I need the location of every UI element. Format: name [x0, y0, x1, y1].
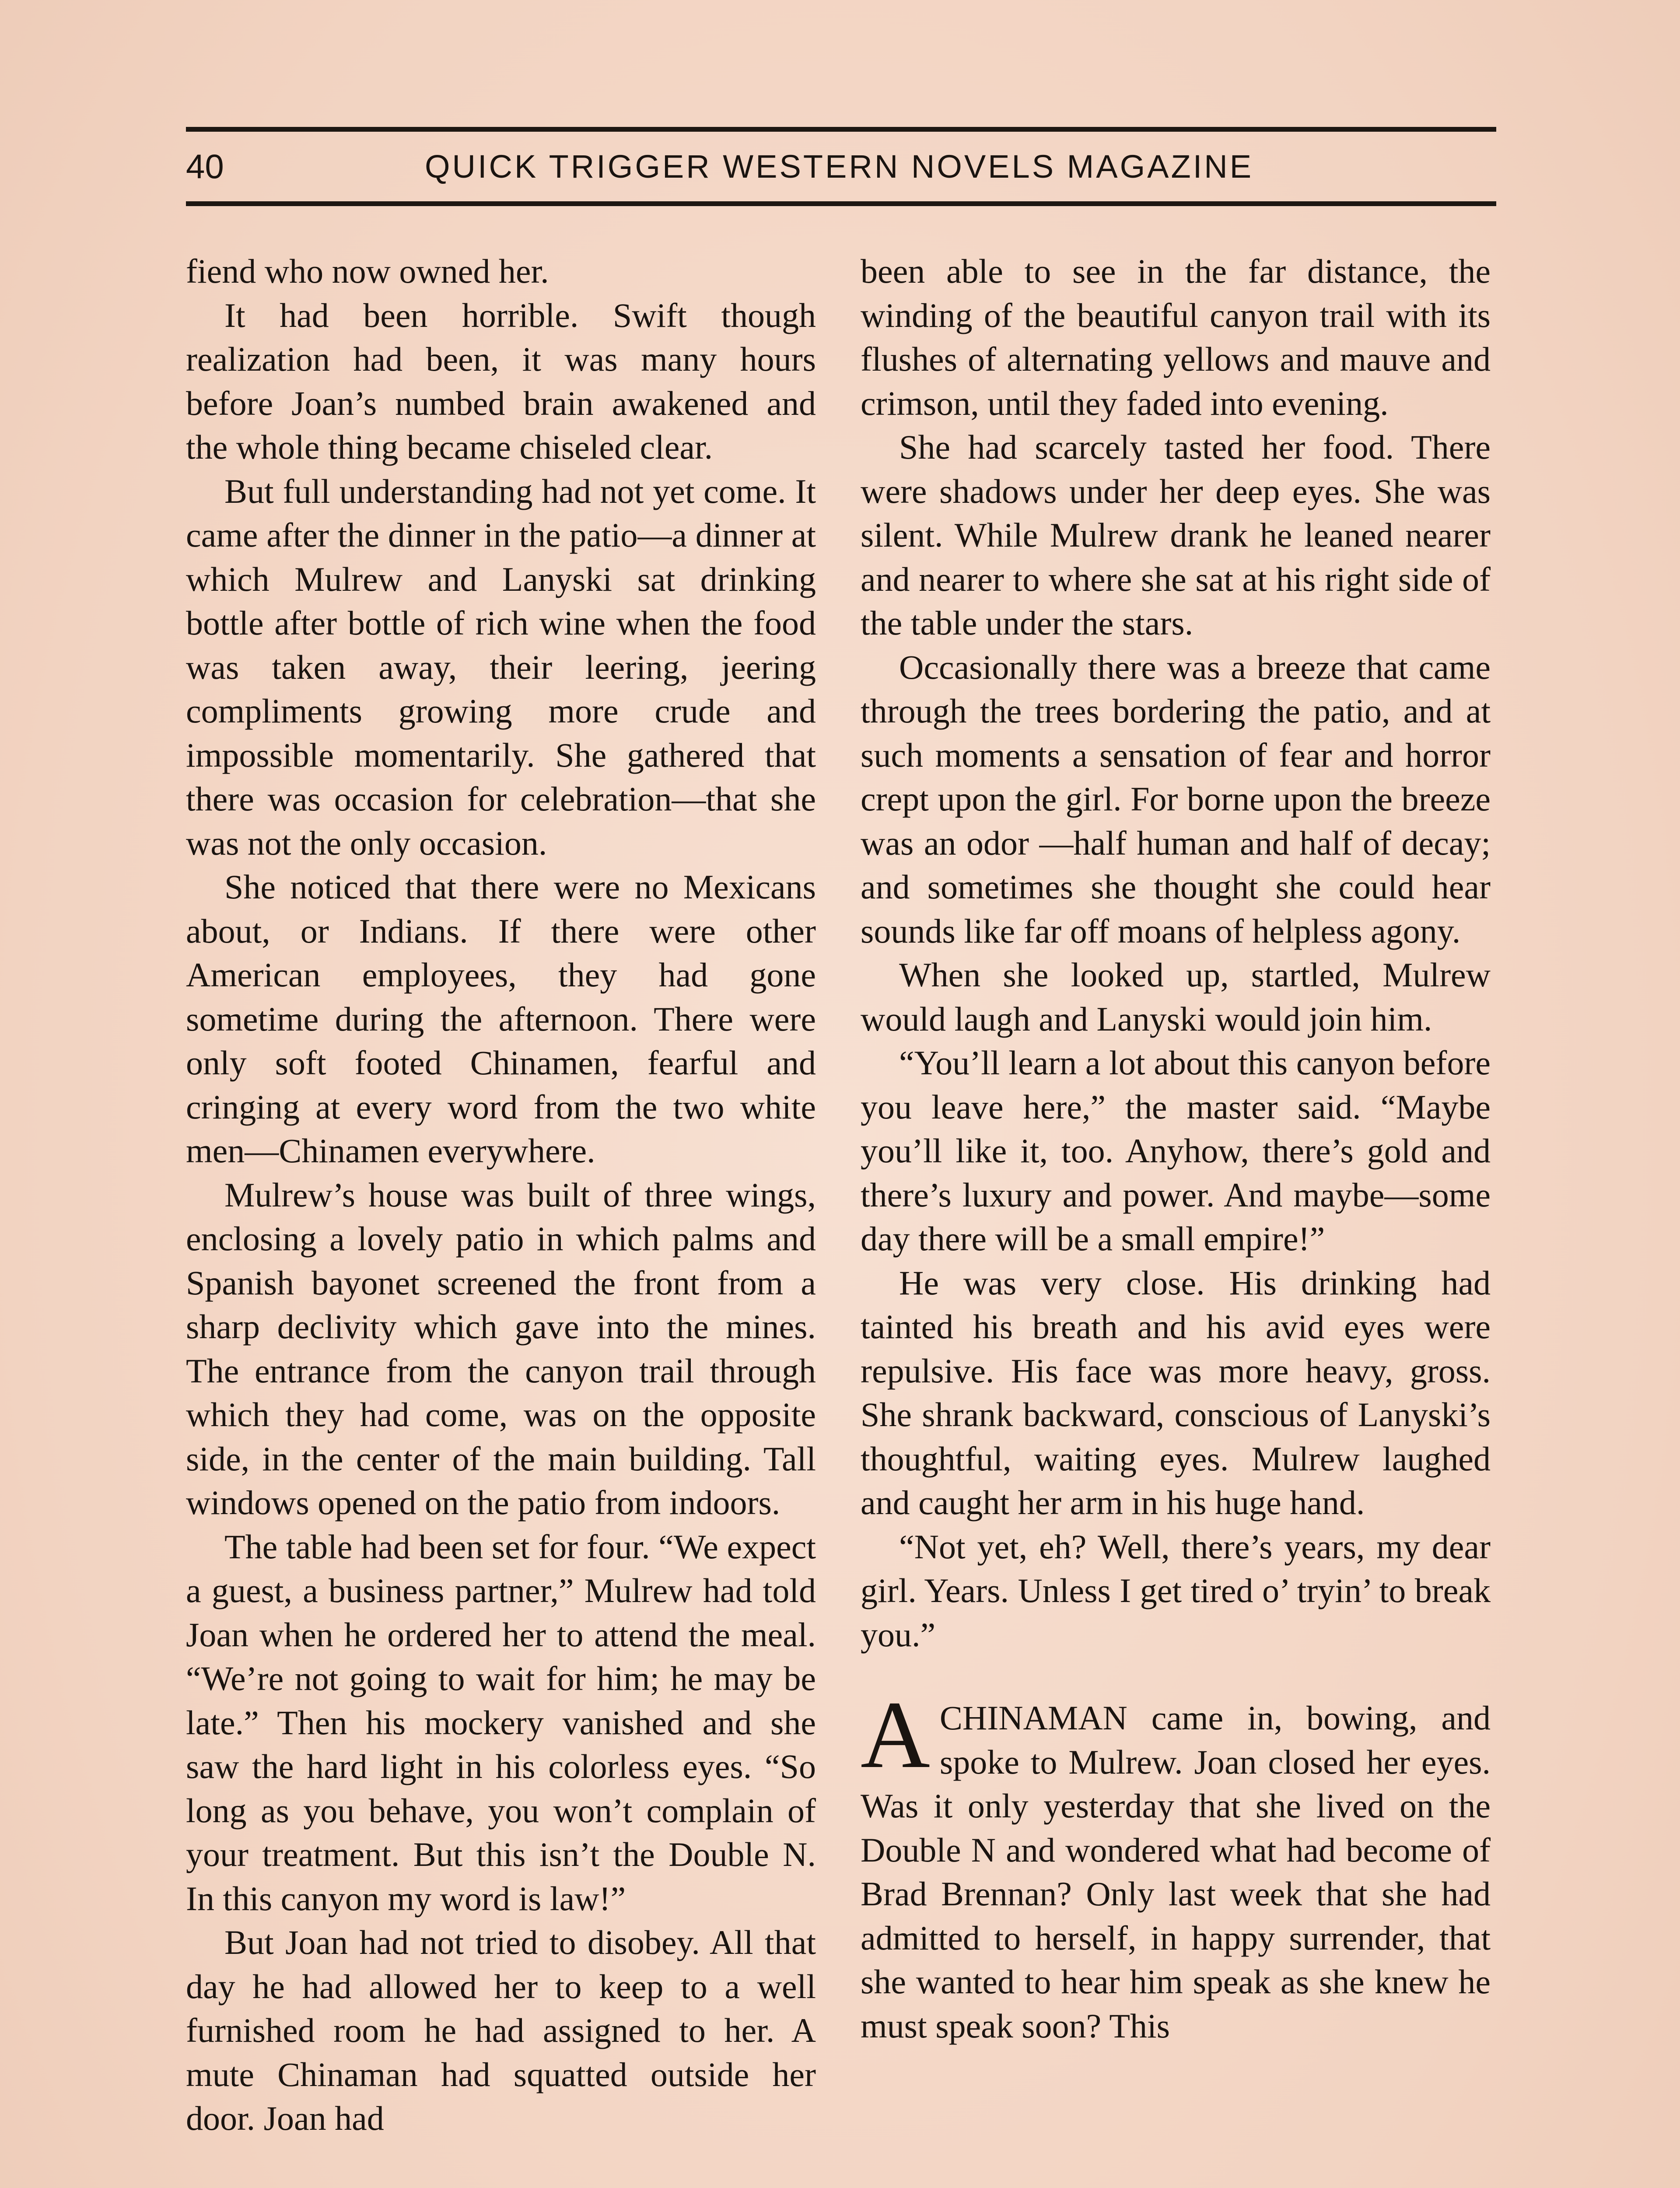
paragraph: But Joan had not tried to disobey. All that day he had allowed her to keep to a well furnished room he had assigned to her. A mute Chinaman had squatted outside her door. Joan had [186, 1923, 816, 2137]
magazine-title: QUICK TRIGGER WESTERN NOVELS MAGAZINE [425, 148, 1254, 185]
drop-cap: A [861, 1681, 930, 1788]
header-bottom-rule [186, 201, 1496, 206]
section-start-text: CHINAMAN came in, bowing, and spoke to Mulrew. Joan closed her eyes. Was it only yesterday that she lived on the Double N and wondered what had become of Brad Brennan? Only last week that she had admitted to herself, in happy surrender, that she wanted to hear him speak as she knew he must speak soon? This [861, 1699, 1491, 2045]
left-text-column [186, 249, 816, 2188]
paragraph: He was very close. His drinking had tainted his breath and his avid eyes were repulsive. His face was more heavy, gross. She shrank backward, conscious of Lanyski’s thoughtful, waiting eyes. Mulrew laughed and caught her arm in his huge hand. [861, 1263, 1491, 1522]
paragraph: When she looked up, startled, Mulrew would laugh and Lanyski would join him. [861, 956, 1491, 1038]
paragraph: Occasionally there was a breeze that came through the trees bordering the patio, and at such moments a sensation of fear and horror crept upon the girl. For borne upon the breeze was an odor —half human and half of decay; and sometimes she thought she could hear sounds like far off moans of helpless agony. [861, 648, 1491, 950]
page-number: 40 [186, 147, 224, 186]
paragraph: She noticed that there were no Mexicans about, or Indians. If there were other American employees, they had gone sometime during the afternoon. There were only soft footed Chinamen, fearful and cringing at every word from the two white men—Chinamen everywhere. [186, 868, 816, 1170]
page-header [186, 139, 1496, 194]
header-top-rule [186, 127, 1496, 132]
paragraph: been able to see in the far distance, the winding of the beautiful canyon trail with its flushes of alternating yellows and mauve and crimson, until they faded into evening. [861, 252, 1491, 422]
paragraph: “You’ll learn a lot about this canyon before you leave here,” the master said. “Maybe you’ll like it, too. Anyhow, there’s gold and there’s luxury and power. And maybe—some day there will be a small empire!” [861, 1044, 1491, 1258]
paragraph: She had scarcely tasted her food. There were shadows under her deep eyes. She was silent. While Mulrew drank he leaned nearer and nearer to where she sat at his right side of the table under the stars. [861, 428, 1491, 642]
paragraph: fiend who now owned her. [186, 252, 549, 290]
paragraph: But full understanding had not yet come. It came after the dinner in the patio—a dinner at which Mulrew and Lanyski sat drinking bottle after bottle of rich wine when the food was taken away, their leering, jeering compliments growing more crude and impossible momentarily. She gathered that there was occasion for celebration—that she was not the only occasion. [186, 472, 816, 862]
paragraph: Mulrew’s house was built of three wings, enclosing a lovely patio in which palms and Spanish bayonet screened the front from a sharp declivity which gave into the mines. The entrance from the canyon trail through which they had come, was on the opposite side, in the center of the main building. Tall windows opened on the patio from indoors. [186, 1175, 816, 1522]
paragraph: The table had been set for four. “We expect a guest, a business partner,” Mulrew had told Joan when he ordered her to attend the meal. “We’re not going to wait for him; he may be late.” Then his mockery vanished and she saw the hard light in his colorless eyes. “So long as you behave, you won’t complain of your treatment. But this isn’t the Double N. In this canyon my word is law!” [186, 1527, 816, 1918]
paragraph: “Not yet, eh? Well, there’s years, my dear girl. Years. Unless I get tired o’ tryin’ to break you.” [861, 1527, 1491, 1654]
paragraph: It had been horrible. Swift though realization had been, it was many hours before Joan’s numbed brain awakened and the whole thing became chiseled clear. [186, 296, 816, 466]
section-start-paragraph [861, 1681, 1491, 2048]
right-text-column [861, 249, 1491, 2188]
